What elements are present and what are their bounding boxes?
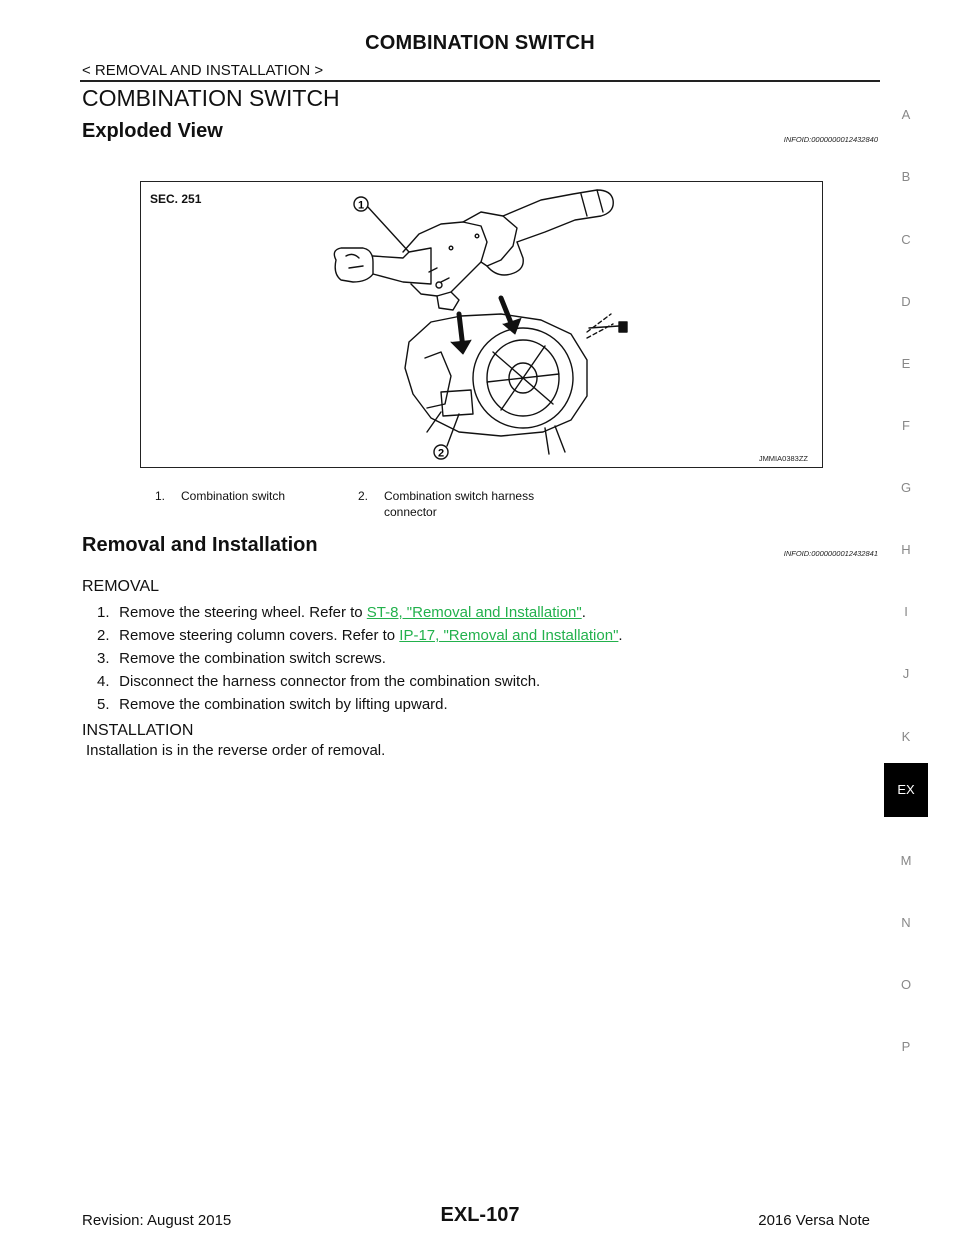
index-letter-p[interactable]: P (901, 1039, 911, 1054)
index-letter-d[interactable]: D (901, 294, 911, 309)
index-letter-k[interactable]: K (901, 729, 911, 744)
legend-item (358, 488, 534, 520)
index-letter-a[interactable]: A (901, 107, 911, 122)
section-title: COMBINATION SWITCH (82, 85, 340, 111)
installation-heading: INSTALLATION (82, 722, 194, 739)
index-letter-f[interactable]: F (902, 418, 910, 433)
index-tab-ex-active[interactable]: EX (884, 763, 928, 817)
index-letter-i[interactable]: I (904, 604, 908, 619)
removal-heading: REMOVAL (82, 578, 160, 595)
legend-num: 1. (155, 489, 166, 503)
legend-label: Combination switch (181, 489, 286, 503)
figure-sec-label: SEC. 251 (150, 192, 202, 206)
list-item: 2. Remove steering column covers. Refer to IP-17, "Removal and Installation". (97, 627, 623, 644)
exploded-view-figure (140, 181, 823, 468)
removal-installation-infoid: INFOID:0000000012432841 (783, 549, 878, 558)
combination-switch-illustration (141, 182, 823, 468)
list-item: 3. Remove the combination switch screws. (97, 650, 386, 667)
installation-text: Installation is in the reverse order of removal. (86, 742, 386, 759)
legend-num: 2. (358, 489, 369, 503)
footer-revision: Revision: August 2015 (82, 1212, 232, 1229)
link-st-8[interactable]: ST-8, "Removal and Installation" (366, 604, 582, 621)
exploded-view-infoid: INFOID:0000000012432840 (783, 135, 878, 144)
index-letter-n[interactable]: N (901, 915, 911, 930)
index-letter-j[interactable]: J (902, 666, 910, 681)
index-letter-o[interactable]: O (900, 977, 912, 992)
header-rule (80, 80, 880, 82)
removal-installation-title: Removal and Installation (82, 534, 318, 556)
footer-model: 2016 Versa Note (758, 1212, 870, 1229)
list-item: 4. Disconnect the harness connector from the combination switch. (97, 673, 541, 690)
legend-label: Combination switch harness (384, 489, 535, 503)
index-letter-c[interactable]: C (901, 232, 911, 247)
index-letter-h[interactable]: H (901, 542, 911, 557)
legend-label-cont: connector (384, 505, 437, 519)
figure-code: JMMIA0383ZZ (758, 454, 808, 463)
list-item: 5. Remove the combination switch by lifting upward. (97, 696, 448, 713)
index-letter-g[interactable]: G (900, 480, 912, 495)
breadcrumb: < REMOVAL AND INSTALLATION > (82, 62, 324, 79)
exploded-view-title: Exploded View (82, 120, 223, 142)
callout-1: 1 (357, 199, 365, 212)
index-letter-b[interactable]: B (901, 169, 911, 184)
callout-2: 2 (437, 447, 445, 460)
link-ip-17[interactable]: IP-17, "Removal and Installation" (399, 627, 619, 644)
index-letter-m[interactable]: M (900, 853, 912, 868)
legend-item (155, 488, 285, 504)
list-item: 1. Remove the steering wheel. Refer to ST-8, "Removal and Installation". (97, 604, 586, 621)
running-title: COMBINATION SWITCH (365, 32, 595, 54)
removal-steps (97, 604, 623, 719)
footer-page-number: EXL-107 (440, 1204, 520, 1226)
index-letter-e[interactable]: E (901, 356, 911, 371)
